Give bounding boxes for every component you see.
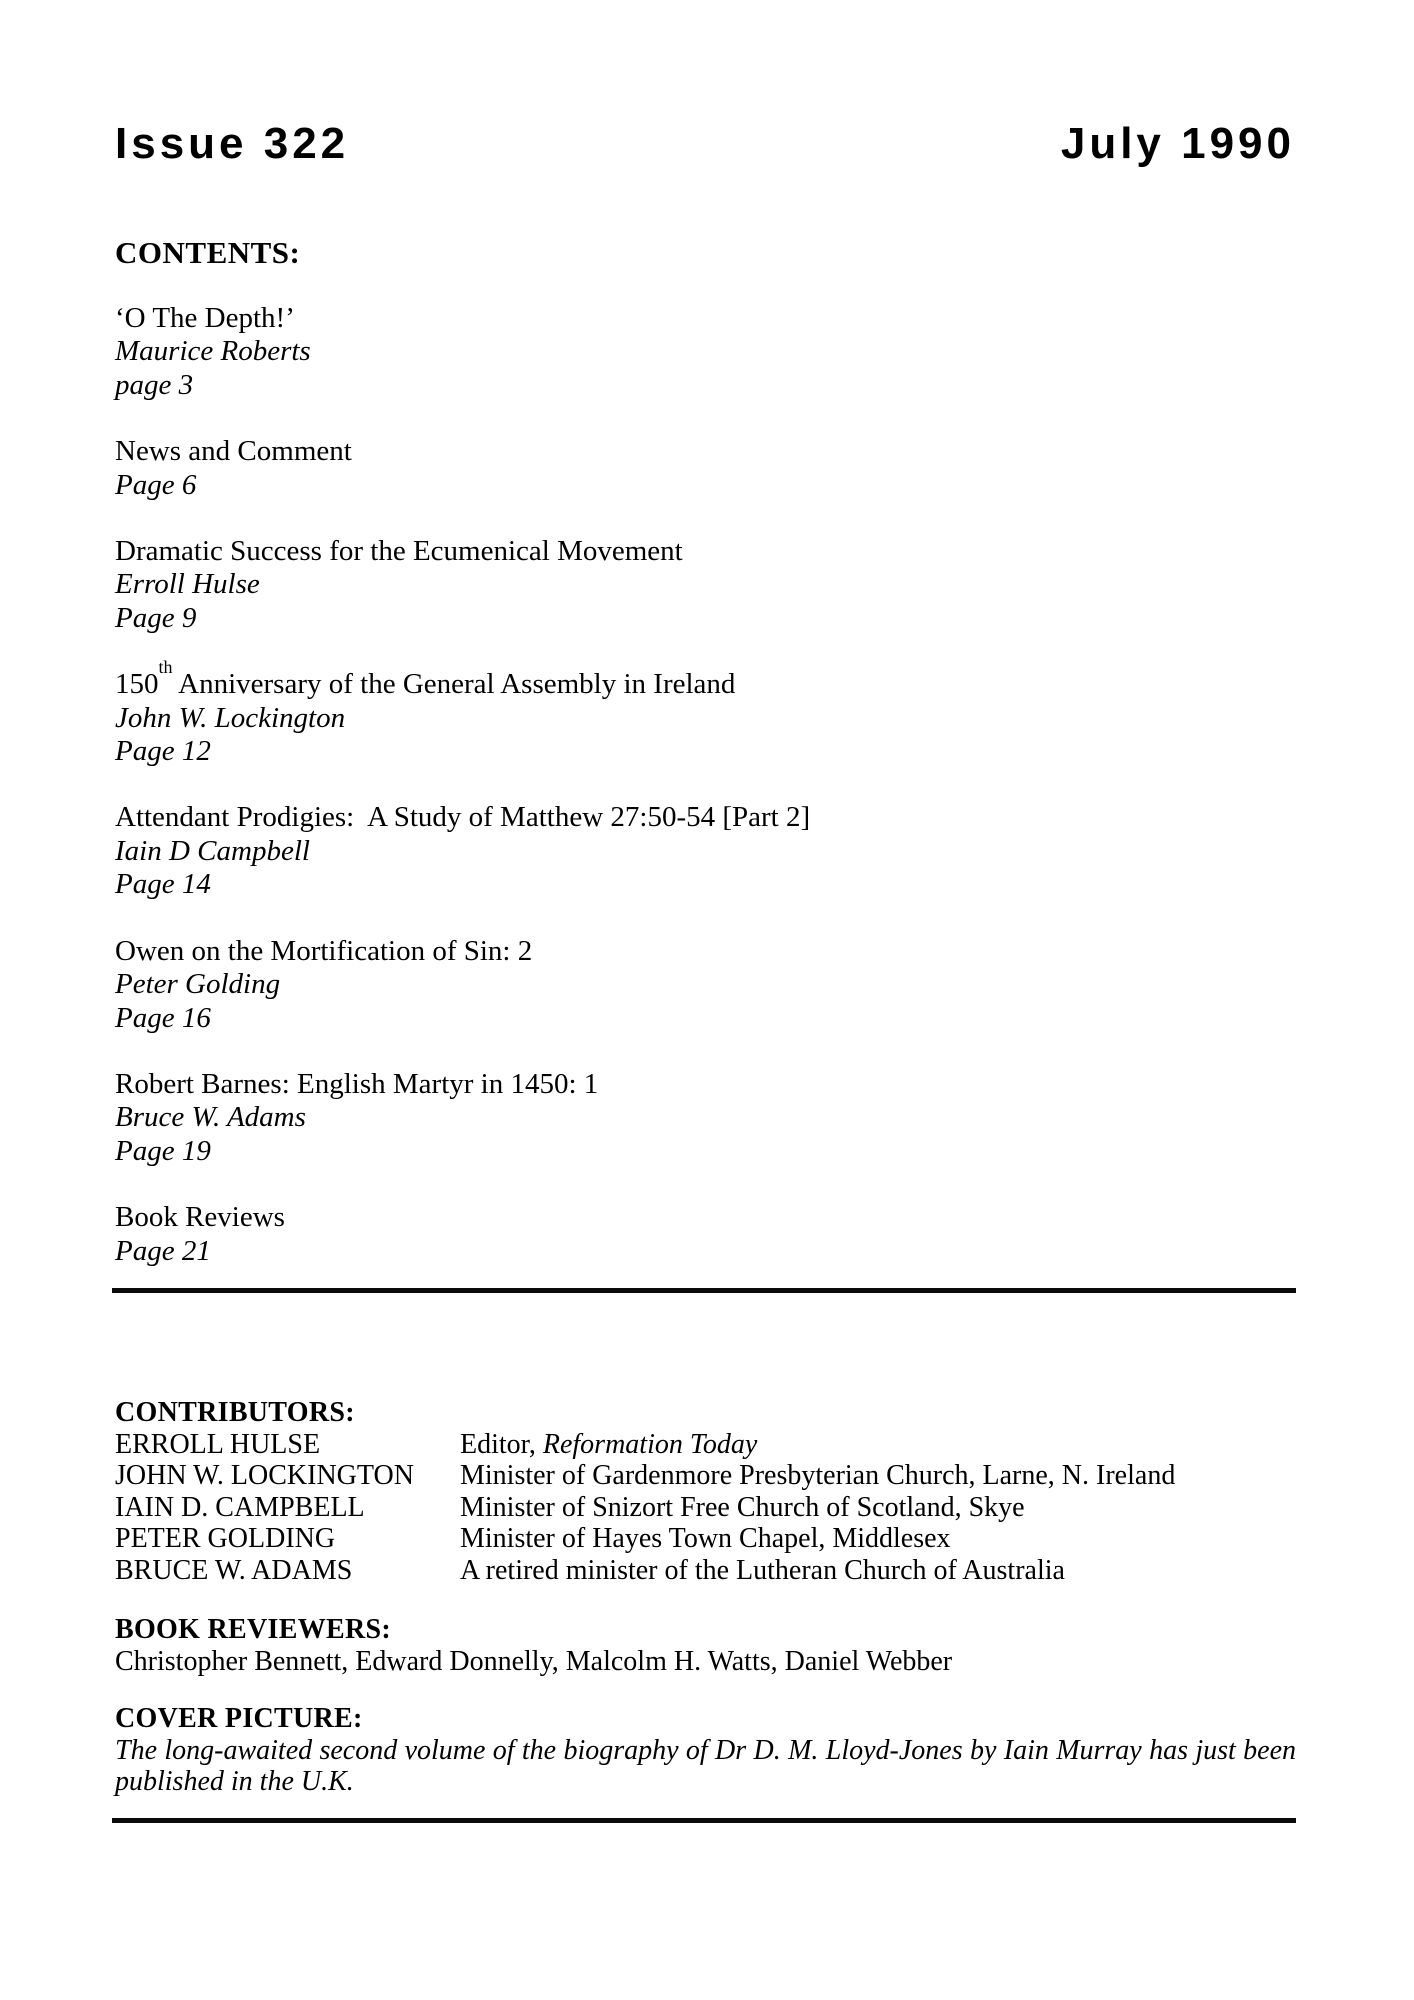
article-title: News and Comment [115,435,352,468]
contributor-row [115,1429,1296,1461]
contributor-role: Minister of Hayes Town Chapel, Middlesex [460,1523,951,1554]
article-page: Page 12 [115,735,211,768]
cover-picture-heading: COVER PICTURE: [115,1703,363,1734]
contents-heading: CONTENTS: [115,235,301,270]
role-text: Editor, [460,1428,543,1460]
toc-entry [115,656,1295,768]
divider-rule [112,1288,1296,1293]
book-reviewers-heading: BOOK REVIEWERS: [115,1614,391,1645]
contributor-row [115,1492,1296,1524]
article-author: Maurice Roberts [115,335,311,368]
contributor-name: BRUCE W. ADAMS [115,1554,353,1586]
contributor-role: A retired minister of the Lutheran Church of Australia [460,1554,1065,1586]
ordinal-suffix: th [158,656,173,677]
article-title: Owen on the Mortification of Sin: 2 [115,934,533,967]
divider-rule [112,1818,1296,1823]
table-of-contents [115,302,1295,1301]
contributor-row [115,1523,1296,1555]
article-page: Page 21 [115,1234,211,1267]
article-title [115,656,1295,701]
article-author: John W. Lockington [115,701,346,734]
issue-date: July 1990 [1060,119,1295,168]
toc-entry [115,435,1295,502]
toc-entry [115,302,1295,402]
article-title: Dramatic Success for the Ecumenical Movement [115,535,683,568]
toc-entry [115,1068,1295,1168]
contributor-role: Minister of Snizort Free Church of Scotland, Skye [460,1491,1025,1523]
toc-entry [115,1201,1295,1268]
cover-picture-caption: The long-awaited second volume of the biography of Dr D. M. Lloyd-Jones by Iain Murray has just been published in the U.K. [115,1734,1296,1797]
title-rest: Anniversary of the General Assembly in Ireland [172,668,736,701]
article-author: Iain D Campbell [115,834,310,867]
book-reviewers-names: Christopher Bennett, Edward Donnelly, Malcolm H. Watts, Daniel Webber [115,1645,953,1677]
contributor-role: Minister of Gardenmore Presbyterian Church, Larne, N. Ireland [460,1460,1176,1491]
publication-name: Reformation Today [542,1428,758,1460]
toc-entry [115,535,1295,635]
contributor-row [115,1555,1296,1587]
article-author: Erroll Hulse [115,568,260,601]
credits-section [115,1397,1296,1798]
article-page: Page 14 [115,868,211,901]
article-title: Attendant Prodigies: A Study of Matthew 27:50-54 [Part 2] [115,801,811,834]
article-page: page 3 [115,368,194,401]
contributor-name: IAIN D. CAMPBELL [115,1491,365,1523]
toc-entry [115,935,1295,1035]
contributor-name: JOHN W. LOCKINGTON [115,1460,414,1491]
contributor-name: PETER GOLDING [115,1523,336,1554]
article-title: ‘O The Depth!’ [115,302,295,334]
contributor-row [115,1460,1296,1492]
toc-entry [115,801,1295,901]
article-page: Page 9 [115,601,197,634]
contributors-heading: CONTRIBUTORS: [115,1397,355,1428]
title-number: 150 [115,668,159,701]
article-author: Peter Golding [115,968,281,1001]
article-page: Page 16 [115,1001,211,1034]
article-page: Page 19 [115,1134,211,1167]
article-title: Book Reviews [115,1201,285,1234]
masthead [115,119,1295,168]
contributor-name: ERROLL HULSE [115,1428,321,1460]
article-page: Page 6 [115,468,197,501]
issue-number: Issue 322 [115,119,350,168]
article-title: Robert Barnes: English Martyr in 1450: 1 [115,1067,599,1100]
contributor-role [460,1429,1296,1461]
article-author: Bruce W. Adams [115,1101,306,1134]
